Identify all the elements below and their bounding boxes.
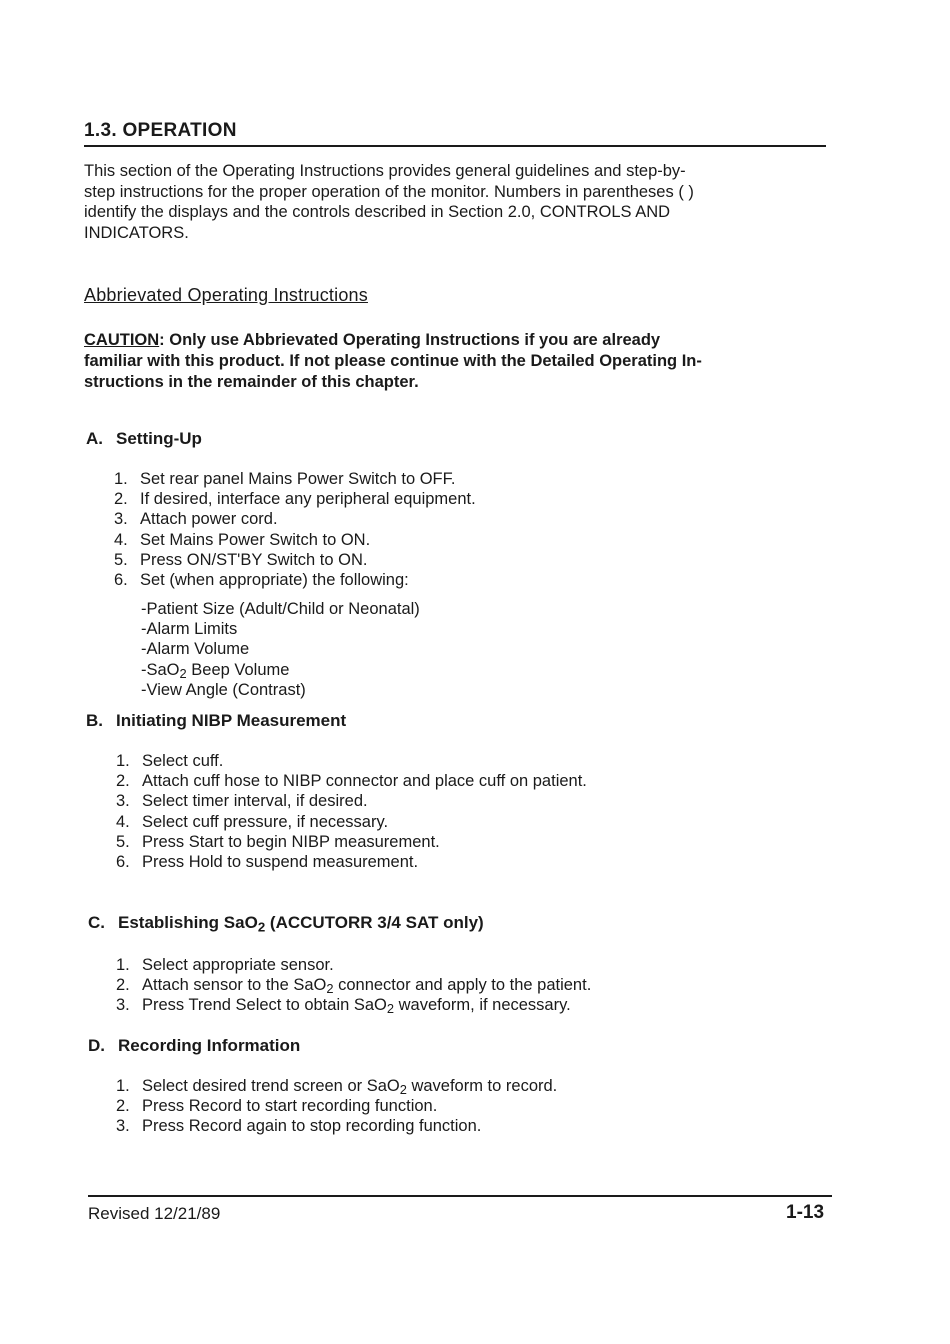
list-item bbox=[114, 530, 476, 550]
list-item bbox=[116, 812, 587, 832]
section-a-list bbox=[114, 469, 476, 590]
item-number: 3. bbox=[114, 510, 128, 529]
item-number: 2. bbox=[116, 1097, 130, 1116]
item-number: 1. bbox=[116, 1077, 130, 1095]
item-number: 5. bbox=[116, 832, 130, 851]
item-text-part: Select desired trend screen or SaO bbox=[142, 1077, 400, 1095]
section-d-list bbox=[116, 1076, 557, 1137]
item-text: Set Mains Power Switch to ON. bbox=[140, 530, 371, 549]
list-item bbox=[114, 469, 476, 489]
caution-line: familiar with this product. If not please continue with the Detailed Operating In- bbox=[84, 352, 702, 370]
item-text: Press Hold to suspend measurement. bbox=[142, 853, 419, 872]
list-item bbox=[114, 550, 476, 570]
sub-item-text: -SaO bbox=[141, 660, 180, 679]
sub-item: -Alarm Limits bbox=[141, 620, 238, 639]
section-a-title bbox=[86, 429, 202, 449]
item-number: 6. bbox=[114, 571, 128, 590]
item-number: 3. bbox=[116, 1117, 130, 1136]
item-text: Press Record again to stop recording function. bbox=[142, 1117, 482, 1136]
item-number: 1. bbox=[116, 752, 130, 770]
section-b-title bbox=[86, 711, 346, 731]
subscript: 2 bbox=[179, 665, 187, 681]
list-item bbox=[116, 791, 587, 811]
item-text-part: connector and apply to the patient. bbox=[333, 976, 592, 995]
section-title-text: Setting-Up bbox=[116, 429, 202, 448]
section-c-title bbox=[88, 913, 484, 933]
intro-paragraph bbox=[84, 161, 824, 243]
item-number: 2. bbox=[116, 976, 130, 995]
item-text: Set (when appropriate) the following: bbox=[140, 571, 409, 590]
item-text bbox=[142, 995, 571, 1015]
item-text: Select cuff pressure, if necessary. bbox=[142, 812, 389, 831]
heading-rule bbox=[84, 145, 826, 147]
caution-line bbox=[84, 330, 824, 351]
item-number: 5. bbox=[114, 550, 128, 569]
item-text: Press ON/ST'BY Switch to ON. bbox=[140, 550, 368, 569]
sub-item bbox=[141, 660, 420, 680]
item-text: Attach power cord. bbox=[140, 510, 278, 529]
sub-item: -Patient Size (Adult/Child or Neonatal) bbox=[141, 600, 420, 618]
section-title-text: (ACCUTORR 3/4 SAT only) bbox=[265, 913, 484, 932]
item-text bbox=[142, 975, 591, 995]
sub-item-text: Beep Volume bbox=[186, 660, 290, 679]
item-text: Attach cuff hose to NIBP connector and place cuff on patient. bbox=[142, 772, 587, 791]
section-letter: A. bbox=[86, 429, 103, 448]
list-item bbox=[116, 995, 591, 1015]
revision-date: Revised 12/21/89 bbox=[88, 1204, 221, 1223]
section-heading: 1.3. OPERATION bbox=[84, 120, 237, 141]
item-number: 1. bbox=[114, 470, 128, 488]
list-item bbox=[116, 771, 587, 791]
section-title-text: Initiating NIBP Measurement bbox=[116, 711, 347, 730]
list-item bbox=[114, 489, 476, 509]
list-item bbox=[116, 1096, 557, 1116]
list-item bbox=[116, 955, 591, 975]
item-text-part: waveform, if necessary. bbox=[394, 996, 571, 1015]
item-text: Press Record to start recording function. bbox=[142, 1097, 438, 1116]
subheading: Abbrievated Operating Instructions bbox=[84, 285, 368, 305]
caution-text: : Only use Abbrievated Operating Instructions if you are already bbox=[159, 331, 661, 349]
subscript: 2 bbox=[399, 1082, 407, 1098]
section-letter: B. bbox=[86, 711, 103, 730]
item-number: 6. bbox=[116, 853, 130, 872]
list-item bbox=[114, 509, 476, 529]
page-number: 1-13 bbox=[786, 1202, 825, 1223]
section-letter: C. bbox=[88, 913, 105, 932]
subscript: 2 bbox=[326, 981, 334, 997]
sub-item: -Alarm Volume bbox=[141, 640, 250, 659]
item-text-part: waveform to record. bbox=[406, 1077, 558, 1095]
item-number: 1. bbox=[116, 956, 130, 974]
item-text: Select timer interval, if desired. bbox=[142, 792, 368, 811]
section-a-sublist bbox=[141, 599, 420, 700]
item-number: 2. bbox=[116, 772, 130, 791]
item-text: Set rear panel Mains Power Switch to OFF. bbox=[140, 470, 456, 488]
item-text bbox=[142, 1076, 557, 1096]
caution-line: structions in the remainder of this chapter. bbox=[84, 373, 419, 391]
item-text: If desired, interface any peripheral equipment. bbox=[140, 490, 476, 509]
caution-block bbox=[84, 330, 824, 393]
subscript: 2 bbox=[257, 919, 266, 935]
list-item bbox=[116, 1076, 557, 1096]
section-d-title bbox=[88, 1036, 300, 1056]
list-item bbox=[116, 832, 587, 852]
item-number: 4. bbox=[114, 530, 128, 549]
section-title-text: Establishing SaO bbox=[118, 913, 258, 932]
item-text: Select appropriate sensor. bbox=[142, 956, 334, 974]
intro-line: step instructions for the proper operation of the monitor. Numbers in parentheses ( ) bbox=[84, 182, 694, 201]
item-text-part: Press Trend Select to obtain SaO bbox=[142, 996, 387, 1015]
item-number: 3. bbox=[116, 792, 130, 811]
item-number: 2. bbox=[114, 490, 128, 509]
item-text: Press Start to begin NIBP measurement. bbox=[142, 832, 440, 851]
section-c-list bbox=[116, 955, 591, 1016]
list-item bbox=[116, 852, 587, 872]
item-text-part: Attach sensor to the SaO bbox=[142, 976, 327, 995]
sub-item: -View Angle (Contrast) bbox=[141, 680, 306, 699]
section-b-list bbox=[116, 751, 587, 872]
item-number: 3. bbox=[116, 996, 130, 1015]
section-title-text: Recording Information bbox=[118, 1036, 301, 1055]
subscript: 2 bbox=[386, 1001, 395, 1017]
item-text: Select cuff. bbox=[142, 752, 224, 770]
section-letter: D. bbox=[88, 1036, 105, 1055]
intro-line: This section of the Operating Instructions provides general guidelines and step-by- bbox=[84, 162, 686, 180]
list-item bbox=[116, 975, 591, 995]
list-item bbox=[114, 570, 476, 590]
list-item bbox=[116, 1116, 557, 1136]
list-item bbox=[116, 751, 587, 771]
intro-line: INDICATORS. bbox=[84, 223, 189, 242]
caution-label: CAUTION bbox=[84, 331, 160, 349]
item-number: 4. bbox=[116, 812, 130, 831]
footer-rule bbox=[88, 1195, 832, 1197]
intro-line: identify the displays and the controls described in Section 2.0, CONTROLS AND bbox=[84, 203, 671, 221]
